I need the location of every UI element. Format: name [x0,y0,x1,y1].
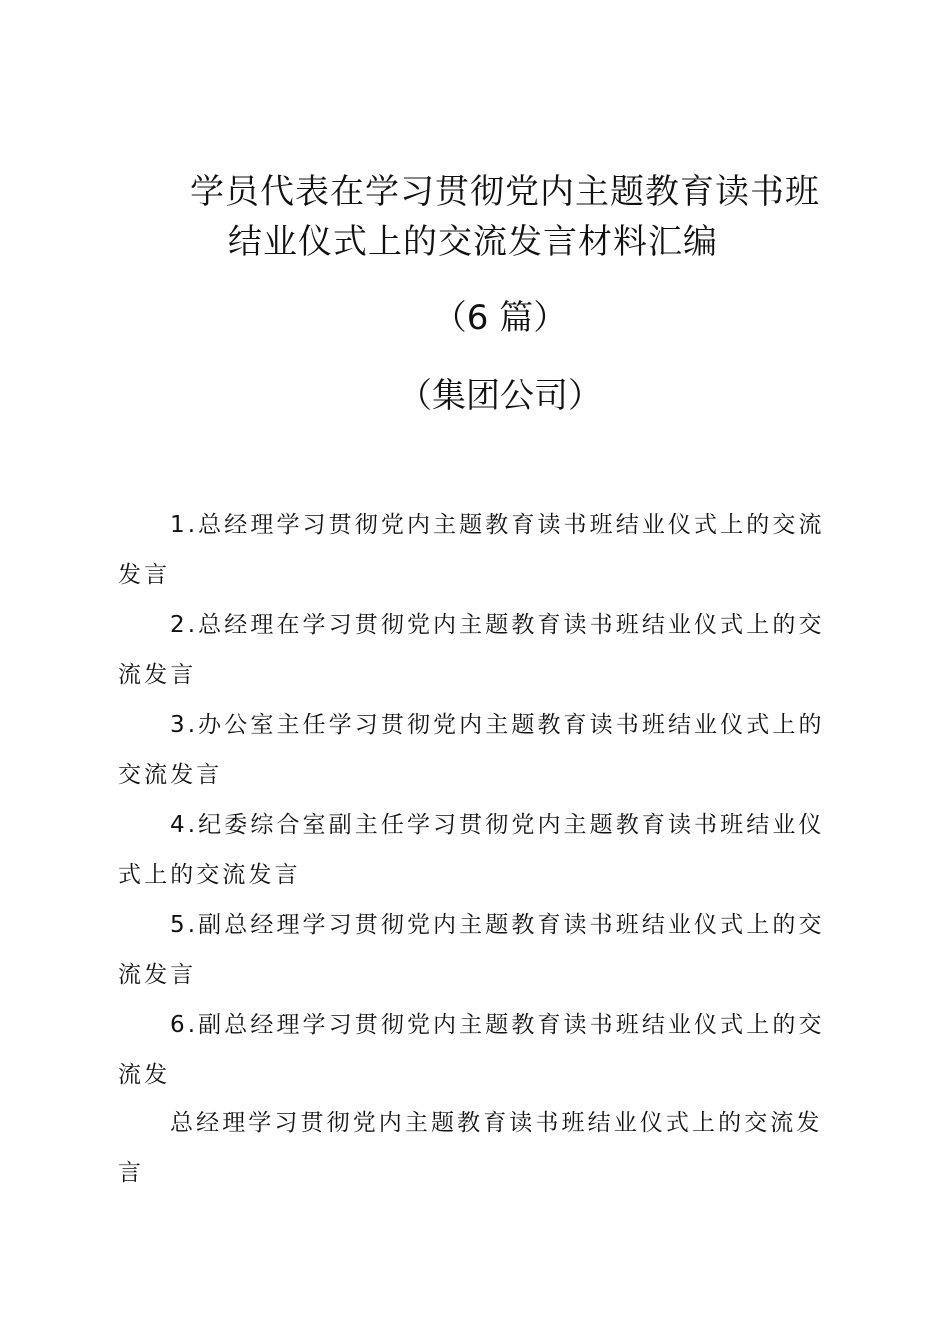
toc-item-4 [118,800,823,900]
body-start-line-1: 总经理学习贯彻党内主题教育读书班结业仪式上的交流发 [170,1110,823,1136]
toc-item-2 [118,600,823,700]
article-count-subtitle: （6 篇） [432,298,568,338]
toc-item-1-line-2: 发言 [118,562,171,588]
toc-item-6-line-2: 流发 [118,1062,171,1088]
body-start-line-2: 言 [118,1160,145,1186]
toc-item-4-line-1: 4.纪委综合室副主任学习贯彻党内主题教育读书班结业仪 [170,812,825,838]
toc-item-2-line-1: 2.总经理在学习贯彻党内主题教育读书班结业仪式上的交 [170,612,825,638]
toc-item-5 [118,900,823,1000]
toc-item-6 [118,1000,823,1100]
toc-item-1-line-1: 1.总经理学习贯彻党内主题教育读书班结业仪式上的交流 [170,512,825,538]
toc-item-5-line-1: 5.副总经理学习贯彻党内主题教育读书班结业仪式上的交 [170,912,825,938]
body-start-paragraph [118,1098,823,1198]
toc-item-5-line-2: 流发言 [118,962,197,988]
toc-item-6-line-1: 6.副总经理学习贯彻党内主题教育读书班结业仪式上的交 [170,1012,825,1038]
company-subtitle: （集团公司） [398,376,602,416]
toc-item-3 [118,700,823,800]
toc-item-3-line-1: 3.办公室主任学习贯彻党内主题教育读书班结业仪式上的 [170,712,825,738]
document-title-line-1: 学员代表在学习贯彻党内主题教育读书班 [190,172,820,212]
toc-item-1 [118,500,823,600]
toc-item-3-line-2: 交流发言 [118,762,223,788]
toc-item-2-line-2: 流发言 [118,662,197,688]
document-title-line-2: 结业仪式上的交流发言材料汇编 [228,222,718,262]
toc-item-4-line-2: 式上的交流发言 [118,862,301,888]
